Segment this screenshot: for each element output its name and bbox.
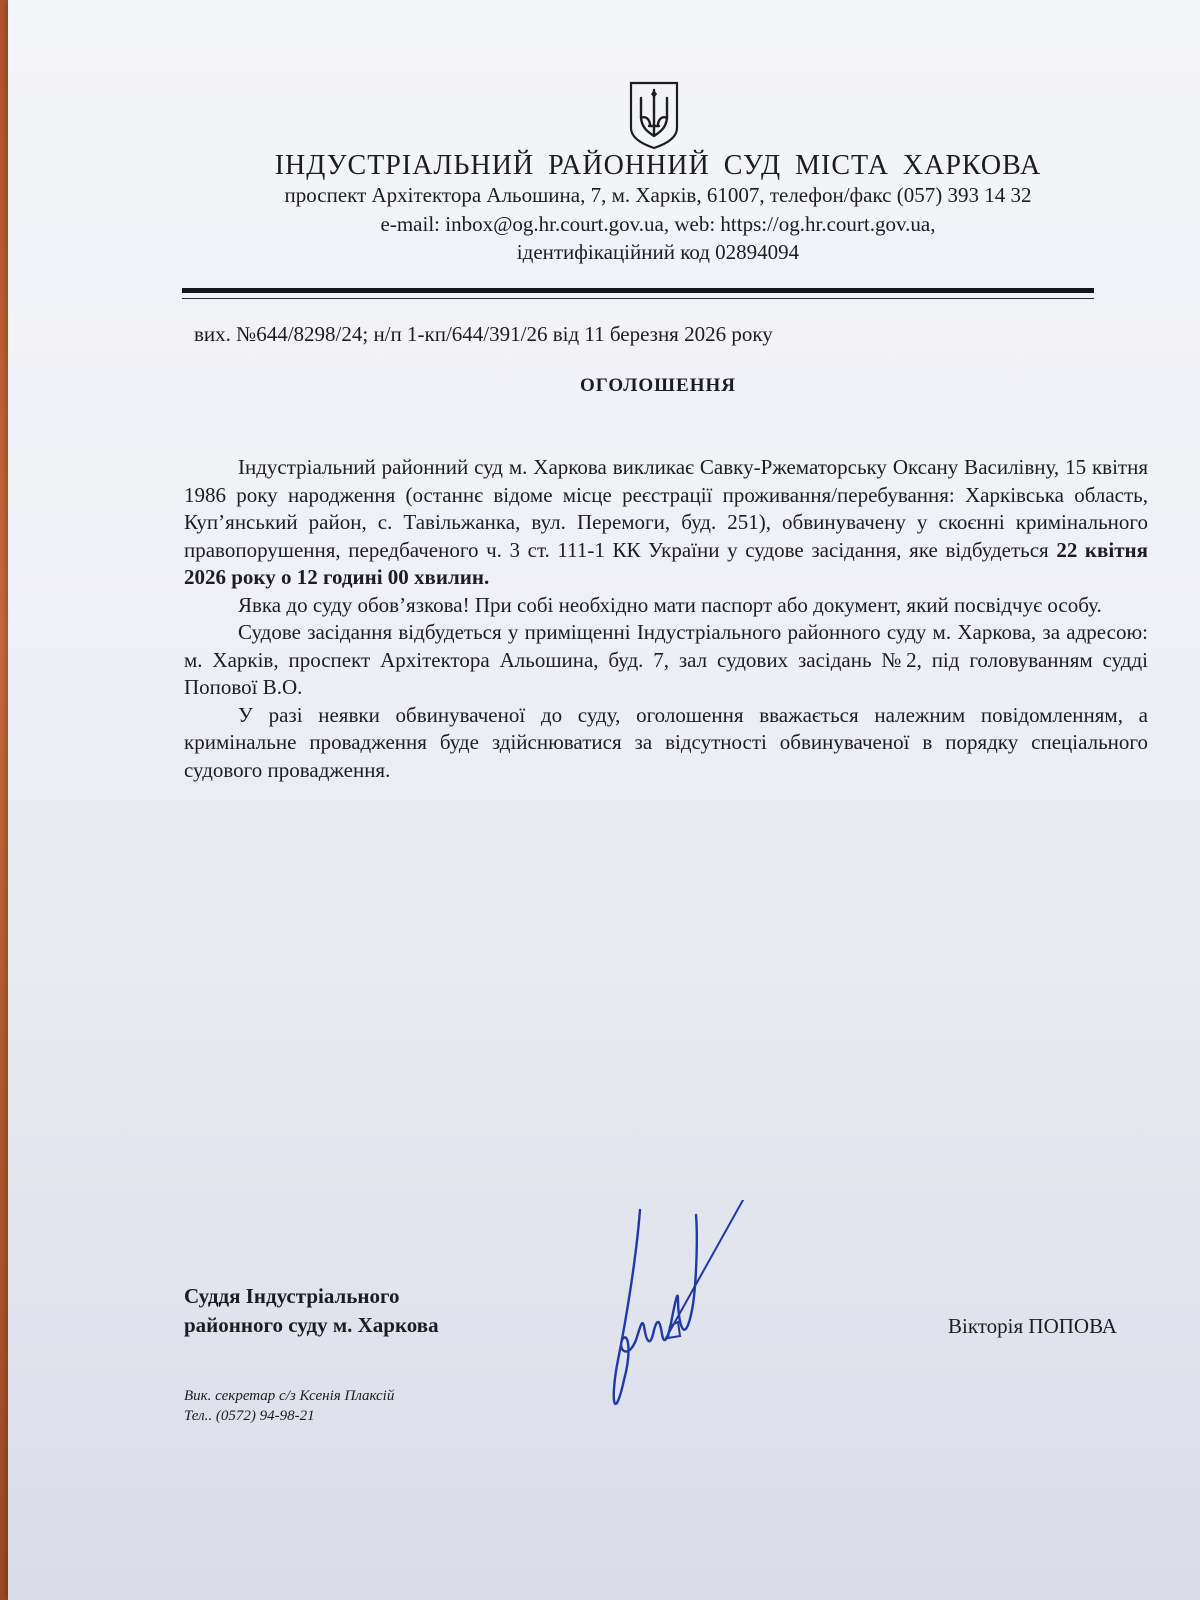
judge-name: Вікторія ПОПОВА <box>948 1314 1117 1338</box>
executor-info <box>184 1386 394 1426</box>
document-title: ОГОЛОШЕННЯ <box>580 375 736 396</box>
header-divider-thick <box>182 288 1094 293</box>
document-page <box>8 0 1200 1600</box>
header-divider-thin <box>182 298 1094 299</box>
executor-phone: Тел.. (0572) 94-98-21 <box>184 1408 315 1424</box>
court-id-code: ідентифікаційний код 02894094 <box>516 240 800 264</box>
paragraph-attendance: Явка до суду обов’язкова! При собі необхідно мати паспорт або документ, який посвідчує особу. <box>238 592 1102 617</box>
judge-title-line1: Суддя Індустріального <box>184 1284 400 1308</box>
court-contacts: e-mail: inbox@og.hr.court.gov.ua, web: https://og.hr.court.gov.ua, <box>380 212 936 236</box>
paragraph-location: Судове засідання відбудеться у приміщенні Індустріального районного суду м. Харкова, за адресою: м. Харків, проспект Архітектора Альошина, буд. 7, зал судових засідань №2, під головуванням судді Попової В.О. <box>184 620 1148 699</box>
hearing-datetime: 22 квітня 2026 року о 12 годині 00 хвилин. <box>184 537 1148 589</box>
paragraph-consequences: У разі неявки обвинуваченої до суду, оголошення вважається належним повідомленням, а кримінальне провадження буде здійснюватися за відсутності обвинуваченої в порядку спеціального судового провадження. <box>184 702 1148 782</box>
judge-title <box>184 1282 439 1340</box>
announcement-body <box>184 454 1148 784</box>
handwritten-signature <box>588 1200 788 1430</box>
executor-name: Вик. секретар с/з Ксенія Плаксій <box>184 1388 395 1404</box>
court-address: проспект Архітектора Альошина, 7, м. Харків, 61007, телефон/факс (057) 393 14 32 <box>284 183 1032 207</box>
paragraph-summons <box>184 454 1148 592</box>
coat-of-arms-icon <box>628 80 680 150</box>
court-name: ІНДУСТРІАЛЬНИЙ РАЙОННИЙ СУД МІСТА ХАРКОВА <box>274 150 1042 181</box>
summons-text: Індустріальний районний суд м. Харкова викликає Савку-Ржематорську Оксану Василівну, 15 квітня 1986 року народження (останнє відоме місце реєстрації проживання/перебування: Харківська область, Куп’янський район, с. Тавільжанка, вул. Перемоги, буд. 251), обвинувачену у скоєнні кримінального правопорушення, передбаченого ч. 3 ст. 111-1 КК України у судове засідання, яке відбудеться <box>184 455 1148 562</box>
judge-title-line2: районного суду м. Харкова <box>184 1313 439 1337</box>
outgoing-reference: вих. №644/8298/24; н/п 1-кп/644/391/26 від 11 березня 2026 року <box>194 322 773 346</box>
